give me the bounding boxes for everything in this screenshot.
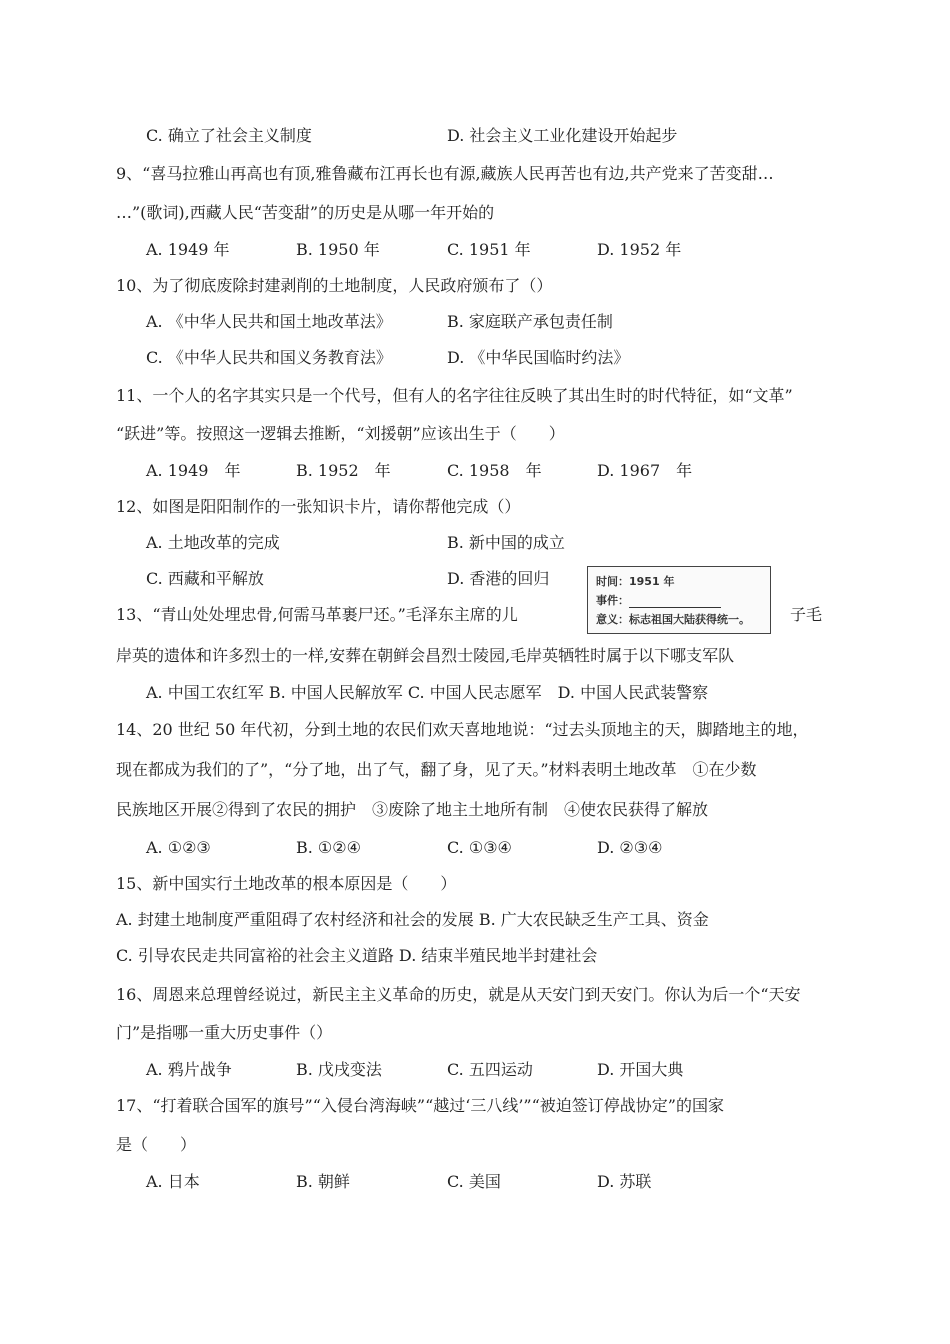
knowledge-card-image <box>587 566 771 634</box>
q15-options-ab: A. 封建土地制度严重阻碍了农村经济和社会的发展 B. 广大农民缺乏生产工具、资金 <box>116 910 709 929</box>
q9-option-a: A. 1949 年 <box>146 240 230 259</box>
q12-option-b: B. 新中国的成立 <box>447 533 565 552</box>
q16-stem-line2: 门”是指哪一重大历史事件（） <box>116 1023 333 1042</box>
q8-option-d: D. 社会主义工业化建设开始起步 <box>447 126 678 145</box>
q9-option-c: C. 1951 年 <box>447 240 531 259</box>
q11-stem-line2: “跃进”等。按照这一逻辑去推断，“刘援朝”应该出生于（ ） <box>116 424 565 443</box>
q16-option-d: D. 开国大典 <box>597 1060 684 1079</box>
q13-stem-line1-tail: 子毛 <box>790 605 823 624</box>
q11-stem-line1: 11、一个人的名字其实只是一个代号，但有人的名字往往反映了其出生时的时代特征，如“文革” <box>116 386 793 405</box>
q16-stem-line1: 16、周恩来总理曾经说过，新民主主义革命的历史，就是从天安门到天安门。你认为后一个“天安 <box>116 985 801 1004</box>
card-event-blank <box>629 597 721 608</box>
q17-option-d: D. 苏联 <box>597 1172 652 1191</box>
q17-stem-line1: 17、“打着联合国军的旗号”“入侵台湾海峡”“越过‘三八线’”“被迫签订停战协定”的国家 <box>116 1096 724 1115</box>
q10-option-c: C. 《中华人民共和国义务教育法》 <box>146 348 392 367</box>
q16-option-a: A. 鸦片战争 <box>146 1060 232 1079</box>
q15-options-cd: C. 引导农民走共同富裕的社会主义道路 D. 结束半殖民地半封建社会 <box>116 946 598 965</box>
q10-option-a: A. 《中华人民共和国土地改革法》 <box>146 312 392 331</box>
q16-option-b: B. 戊戌变法 <box>296 1060 382 1079</box>
card-event-label: 事件： <box>596 594 629 607</box>
q11-option-c: C. 1958 年 <box>447 461 542 480</box>
card-meaning: 意义：标志祖国大陆获得统一。 <box>596 613 750 626</box>
q11-option-b: B. 1952 年 <box>296 461 391 480</box>
q10-option-b: B. 家庭联产承包责任制 <box>447 312 613 331</box>
card-event <box>596 592 721 608</box>
q12-option-c: C. 西藏和平解放 <box>146 569 264 588</box>
q10-option-d: D. 《中华民国临时约法》 <box>447 348 630 367</box>
q14-option-d: D. ②③④ <box>597 838 663 857</box>
q13-options: A. 中国工农红军 B. 中国人民解放军 C. 中国人民志愿军 D. 中国人民武装警察 <box>146 683 709 702</box>
q17-option-b: B. 朝鲜 <box>296 1172 350 1191</box>
q14-stem-line2: 现在都成为我们的了”，“分了地，出了气，翻了身，见了天。”材料表明土地改革 ①在少数 <box>116 760 757 779</box>
q9-stem-line2: …”(歌词),西藏人民“苦变甜”的历史是从哪一年开始的 <box>116 203 495 222</box>
q17-option-a: A. 日本 <box>146 1172 200 1191</box>
q14-stem-line3: 民族地区开展②得到了农民的拥护 ③废除了地主土地所有制 ④使农民获得了解放 <box>116 800 709 819</box>
q11-option-a: A. 1949 年 <box>146 461 241 480</box>
q12-option-d: D. 香港的回归 <box>447 569 550 588</box>
q9-stem-line1: 9、“喜马拉雅山再高也有顶,雅鲁藏布江再长也有源,藏族人民再苦也有边,共产党来了苦变甜… <box>116 164 774 183</box>
q17-option-c: C. 美国 <box>447 1172 501 1191</box>
q13-stem-line1: 13、“青山处处埋忠骨,何需马革裹尸还。”毛泽东主席的儿 <box>116 605 518 624</box>
q12-option-a: A. 土地改革的完成 <box>146 533 280 552</box>
q10-stem: 10、为了彻底废除封建剥削的土地制度，人民政府颁布了（） <box>116 276 553 295</box>
q11-option-d: D. 1967 年 <box>597 461 693 480</box>
card-time: 时间：1951 年 <box>596 575 675 588</box>
q9-option-b: B. 1950 年 <box>296 240 380 259</box>
q17-stem-line2: 是（ ） <box>116 1135 197 1154</box>
q13-stem-line2: 岸英的遗体和许多烈士的一样,安葬在朝鲜会昌烈士陵园,毛岸英牺牲时属于以下哪支军队 <box>116 646 735 665</box>
q16-option-c: C. 五四运动 <box>447 1060 533 1079</box>
q12-stem: 12、如图是阳阳制作的一张知识卡片，请你帮他完成（） <box>116 497 521 516</box>
q14-option-c: C. ①③④ <box>447 838 512 857</box>
q9-option-d: D. 1952 年 <box>597 240 682 259</box>
q14-option-b: B. ①②④ <box>296 838 361 857</box>
q14-stem-line1: 14、20 世纪 50 年代初，分到土地的农民们欢天喜地地说：“过去头顶地主的天，脚踏地主的地， <box>116 720 809 739</box>
q14-option-a: A. ①②③ <box>146 838 211 857</box>
q8-option-c: C. 确立了社会主义制度 <box>146 126 312 145</box>
q15-stem: 15、新中国实行土地改革的根本原因是（ ） <box>116 874 457 893</box>
